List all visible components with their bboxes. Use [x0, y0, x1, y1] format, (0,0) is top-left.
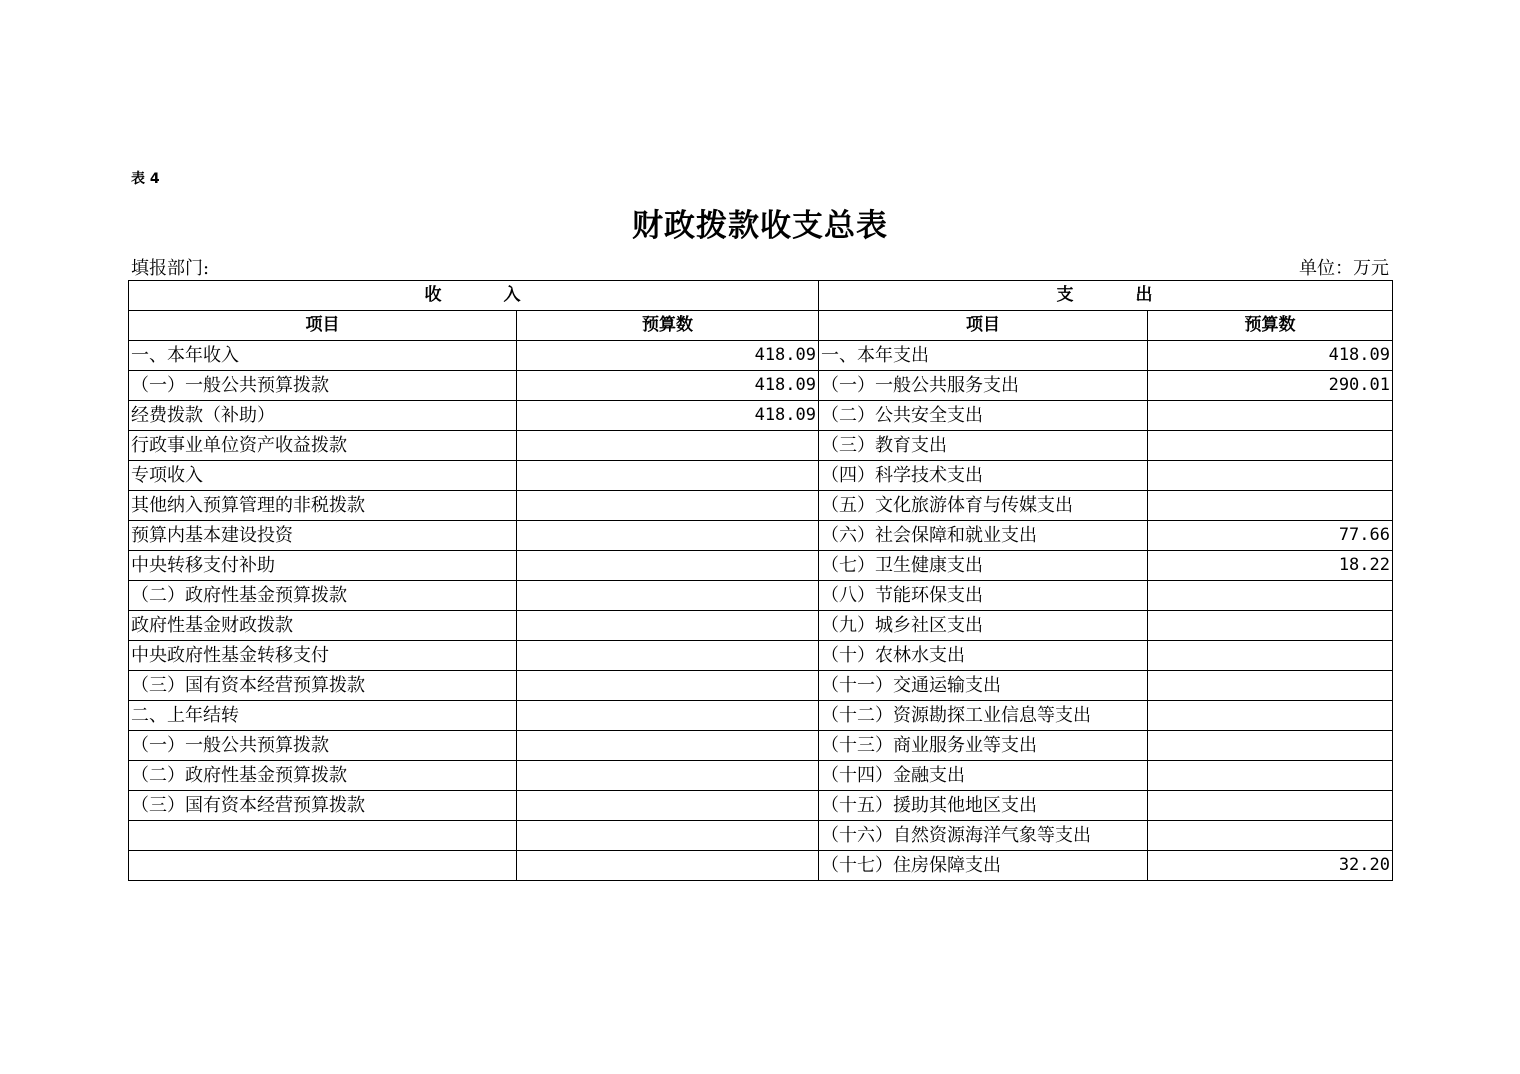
- income-item: 专项收入: [129, 461, 517, 491]
- expense-value: [1148, 491, 1393, 521]
- expense-value: [1148, 431, 1393, 461]
- income-item: [129, 851, 517, 881]
- income-value: [517, 461, 819, 491]
- expense-item: （三）教育支出: [819, 431, 1148, 461]
- expense-item: （十三）商业服务业等支出: [819, 731, 1148, 761]
- table-row: [129, 611, 1393, 641]
- expense-item: （四）科学技术支出: [819, 461, 1148, 491]
- income-header-char-1: 收: [424, 285, 444, 305]
- expense-value: [1148, 461, 1393, 491]
- expense-item: （七）卫生健康支出: [819, 551, 1148, 581]
- dept-label: 填报部门:: [131, 258, 210, 279]
- income-item: （二）政府性基金预算拨款: [129, 581, 517, 611]
- table-row: [129, 821, 1393, 851]
- expense-value: [1148, 821, 1393, 851]
- income-value: 418.09: [517, 371, 819, 401]
- expense-item: （十二）资源勘探工业信息等支出: [819, 701, 1148, 731]
- expense-value: [1148, 671, 1393, 701]
- table-row: [129, 581, 1393, 611]
- expense-value: [1148, 701, 1393, 731]
- expense-group-header: [819, 281, 1393, 311]
- income-header-char-2: 入: [503, 285, 523, 305]
- expense-value: 18.22: [1148, 551, 1393, 581]
- table-row: [129, 371, 1393, 401]
- table-row: [129, 851, 1393, 881]
- expense-value: [1148, 731, 1393, 761]
- expense-item: （十六）自然资源海洋气象等支出: [819, 821, 1148, 851]
- table-row: [129, 791, 1393, 821]
- unit-label: 单位：万元: [1299, 258, 1389, 279]
- income-item: 其他纳入预算管理的非税拨款: [129, 491, 517, 521]
- income-item: （一）一般公共预算拨款: [129, 731, 517, 761]
- table-row: [129, 521, 1393, 551]
- expense-header-char-2: 出: [1135, 285, 1155, 305]
- table-row: [129, 641, 1393, 671]
- expense-value: [1148, 641, 1393, 671]
- expense-item: 一、本年支出: [819, 341, 1148, 371]
- expense-value: [1148, 581, 1393, 611]
- income-item-header: 项目: [129, 311, 517, 341]
- income-value: [517, 761, 819, 791]
- table-row: [129, 551, 1393, 581]
- income-item: （二）政府性基金预算拨款: [129, 761, 517, 791]
- budget-summary-table: [128, 280, 1393, 881]
- expense-value: [1148, 761, 1393, 791]
- expense-value: 32.20: [1148, 851, 1393, 881]
- income-item: 一、本年收入: [129, 341, 517, 371]
- income-value: [517, 521, 819, 551]
- expense-item: （六）社会保障和就业支出: [819, 521, 1148, 551]
- income-budget-header: 预算数: [517, 311, 819, 341]
- table-row: [129, 341, 1393, 371]
- expense-item: （九）城乡社区支出: [819, 611, 1148, 641]
- income-value: [517, 671, 819, 701]
- income-value: [517, 551, 819, 581]
- income-item: （三）国有资本经营预算拨款: [129, 791, 517, 821]
- table-row: [129, 491, 1393, 521]
- expense-item: （十五）援助其他地区支出: [819, 791, 1148, 821]
- expense-item: （八）节能环保支出: [819, 581, 1148, 611]
- income-value: [517, 821, 819, 851]
- income-value: [517, 641, 819, 671]
- income-value: 418.09: [517, 341, 819, 371]
- income-value: 418.09: [517, 401, 819, 431]
- expense-item: （十七）住房保障支出: [819, 851, 1148, 881]
- table-row: [129, 701, 1393, 731]
- income-item: 中央政府性基金转移支付: [129, 641, 517, 671]
- income-item: 中央转移支付补助: [129, 551, 517, 581]
- table-row: [129, 671, 1393, 701]
- table-row: [129, 401, 1393, 431]
- expense-value: 418.09: [1148, 341, 1393, 371]
- table-row: [129, 761, 1393, 791]
- column-header-row: [129, 311, 1393, 341]
- income-value: [517, 731, 819, 761]
- income-item: 政府性基金财政拨款: [129, 611, 517, 641]
- expense-value: 77.66: [1148, 521, 1393, 551]
- income-item: （一）一般公共预算拨款: [129, 371, 517, 401]
- income-value: [517, 791, 819, 821]
- expense-item: （十）农林水支出: [819, 641, 1148, 671]
- income-item: （三）国有资本经营预算拨款: [129, 671, 517, 701]
- expense-item-header: 项目: [819, 311, 1148, 341]
- expense-value: [1148, 611, 1393, 641]
- expense-item: （五）文化旅游体育与传媒支出: [819, 491, 1148, 521]
- table-row: [129, 461, 1393, 491]
- income-item: 预算内基本建设投资: [129, 521, 517, 551]
- income-item: [129, 821, 517, 851]
- expense-value: [1148, 401, 1393, 431]
- expense-item: （十一）交通运输支出: [819, 671, 1148, 701]
- income-value: [517, 611, 819, 641]
- income-group-header: [129, 281, 819, 311]
- income-value: [517, 431, 819, 461]
- page-title: 财政拨款收支总表: [632, 208, 888, 244]
- income-item: 二、上年结转: [129, 701, 517, 731]
- expense-item: （一）一般公共服务支出: [819, 371, 1148, 401]
- income-item: 经费拨款（补助）: [129, 401, 517, 431]
- income-value: [517, 581, 819, 611]
- income-value: [517, 491, 819, 521]
- expense-item: （十四）金融支出: [819, 761, 1148, 791]
- expense-budget-header: 预算数: [1148, 311, 1393, 341]
- group-header-row: [129, 281, 1393, 311]
- income-value: [517, 701, 819, 731]
- expense-value: 290.01: [1148, 371, 1393, 401]
- expense-value: [1148, 791, 1393, 821]
- income-value: [517, 851, 819, 881]
- expense-header-char-1: 支: [1056, 285, 1076, 305]
- expense-item: （二）公共安全支出: [819, 401, 1148, 431]
- income-item: 行政事业单位资产收益拨款: [129, 431, 517, 461]
- table-row: [129, 731, 1393, 761]
- table-row: [129, 431, 1393, 461]
- table-number: 表 4: [131, 171, 160, 187]
